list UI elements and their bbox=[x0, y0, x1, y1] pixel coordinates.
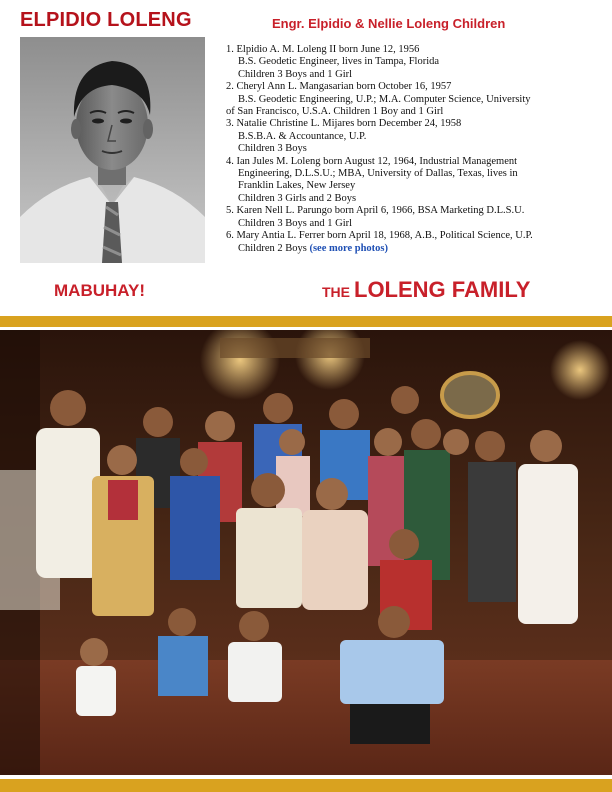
child-detail: B.S. Geodetic Engineering, U.P.; M.A. Computer Science, University bbox=[238, 93, 531, 105]
child-entry bbox=[226, 44, 596, 81]
child-name-birth: Cheryl Ann L. Mangasarian born October 16, 1957 bbox=[236, 81, 452, 93]
family-title-the: THE bbox=[322, 284, 350, 300]
child-entry bbox=[226, 230, 596, 255]
see-more-photos-link[interactable]: (see more photos) bbox=[309, 242, 389, 254]
family-title-main: LOLENG FAMILY bbox=[354, 277, 531, 302]
family-group-photo bbox=[0, 330, 612, 775]
name-title: ELPIDIO LOLENG bbox=[20, 9, 192, 31]
child-name-birth: Mary Antia L. Ferrer born April 18, 1968, A.B., Political Science, U.P. bbox=[236, 230, 533, 242]
child-name-birth: Ian Jules M. Loleng born August 12, 1964, Industrial Management bbox=[236, 155, 518, 167]
child-number: 5. bbox=[226, 205, 234, 217]
child-number: 1. bbox=[226, 44, 234, 55]
child-name-birth: Karen Nell L. Parungo born April 6, 1966, BSA Marketing D.L.S.U. bbox=[236, 205, 525, 217]
child-detail: Children 3 Girls and 2 Boys bbox=[238, 192, 357, 204]
family-photo-illustration bbox=[0, 330, 612, 775]
child-detail: B.S. Geodetic Engineer, lives in Tampa, Florida bbox=[238, 56, 440, 68]
portrait-photo bbox=[20, 37, 205, 263]
child-name-birth: Natalie Christine L. Mijares born December 24, 1958 bbox=[236, 118, 462, 130]
child-number: 4. bbox=[226, 155, 234, 167]
mabuhay-greeting: MABUHAY! bbox=[54, 281, 145, 300]
child-detail: Children 2 Boys bbox=[238, 242, 307, 254]
children-title: Engr. Elpidio & Nellie Loleng Children bbox=[272, 16, 506, 31]
portrait-illustration bbox=[20, 37, 205, 263]
child-number: 3. bbox=[226, 118, 234, 130]
child-detail: of San Francisco, U.S.A. Children 1 Boy and 1 Girl bbox=[226, 106, 444, 118]
child-number: 2. bbox=[226, 81, 234, 93]
child-detail: Children 3 Boys and 1 Girl bbox=[238, 68, 353, 80]
child-detail: B.S.B.A. & Accountance, U.P. bbox=[238, 130, 367, 142]
children-list bbox=[226, 44, 596, 255]
child-detail: Engineering, D.L.S.U.; MBA, University of Dallas, Texas, lives in bbox=[238, 168, 518, 180]
child-detail: Franklin Lakes, New Jersey bbox=[238, 180, 356, 192]
child-entry bbox=[226, 118, 596, 155]
gold-divider-bottom bbox=[0, 779, 612, 792]
child-entry bbox=[226, 81, 596, 118]
child-entry bbox=[226, 205, 596, 230]
gold-divider-top bbox=[0, 316, 612, 327]
child-entry bbox=[226, 156, 596, 206]
child-name-birth: Elpidio A. M. Loleng II born June 12, 1956 bbox=[236, 44, 420, 55]
child-detail: Children 3 Boys and 1 Girl bbox=[238, 217, 353, 229]
child-detail: Children 3 Boys bbox=[238, 143, 307, 155]
family-title bbox=[322, 277, 530, 303]
child-number: 6. bbox=[226, 230, 234, 242]
